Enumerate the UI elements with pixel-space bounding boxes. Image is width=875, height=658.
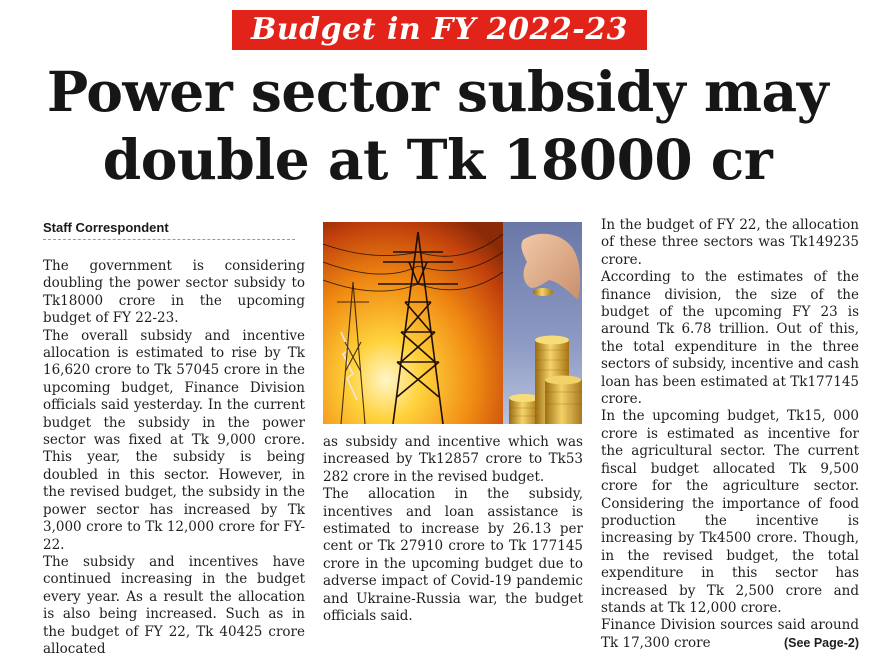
paragraph: The subsidy and incentives have continued increasing in the budget every year. As a result the allocation is also being increased. Such as in the budget of FY 22, Tk 40425 crore allocated [43,553,305,657]
headline-line-1: Power sector subsidy may [46,59,829,124]
article-photo-power-tower-and-coins [323,222,582,424]
headline-line-2: double at Tk 18000 cr [102,127,773,192]
continued-on-page-link[interactable]: (See Page-2) [783,635,859,650]
byline: Staff Correspondent [43,220,295,240]
paragraph: as subsidy and incentive which was increased by Tk12857 crore to Tk53 282 crore in the revised budget. [323,434,583,485]
paragraph: In the upcoming budget, Tk15, 000 crore is estimated as incentive for the agricultural sector. The current fiscal budget allocated Tk 9,500 crore for the agriculture sector. Considering the importance of food production the incentive is increasing by Tk4500 crore. Though, in the revised budget, the total expenditure in this sector has increased by Tk 2,500 crore and stands at Tk 12,000 crore. [601,408,859,616]
article-column-3 [601,217,859,652]
paragraph-text: Finance Division sources said around Tk 17,300 crore [601,617,859,651]
paragraph [601,617,859,652]
paragraph: The allocation in the subsidy, incentives and loan assistance is estimated to increase by 26.13 per cent or Tk 27910 crore to Tk 177145 crore in the upcoming budget due to adverse impact of Covid-19 pandemic and Ukraine-Russia war, the budget officials said. [323,486,583,625]
section-kicker: Budget in FY 2022-23 [232,10,647,50]
paragraph: The overall subsidy and incentive allocation is estimated to rise by Tk 16,620 crore to Tk 57045 crore in the upcoming budget, Finance Division officials said yesterday. In the current budget the subsidy in the power sector was fixed at Tk 9,000 crore. This year, the subsidy is being doubled in this sector. However, in the revised budget, the subsidy in the power sector has increased by Tk 3,000 crore to Tk 12,000 crore for FY-22. [43,327,305,553]
article-column-1 [43,258,305,658]
headline [0,58,875,194]
paragraph: According to the estimates of the finance division, the size of the budget of the upcoming FY 23 is around Tk 6.78 trillion. Out of this, the total expenditure in the three sectors of subsidy, incentive and cash loan has been estimated at Tk177145 crore. [601,269,859,408]
paragraph: The government is considering doubling the power sector subsidy to Tk18000 crore in the upcoming budget of FY 22-23. [43,258,305,327]
article-column-2 [323,434,583,625]
paragraph: In the budget of FY 22, the allocation of these three sectors was Tk149235 crore. [601,217,859,268]
photo-illustration [323,222,582,424]
